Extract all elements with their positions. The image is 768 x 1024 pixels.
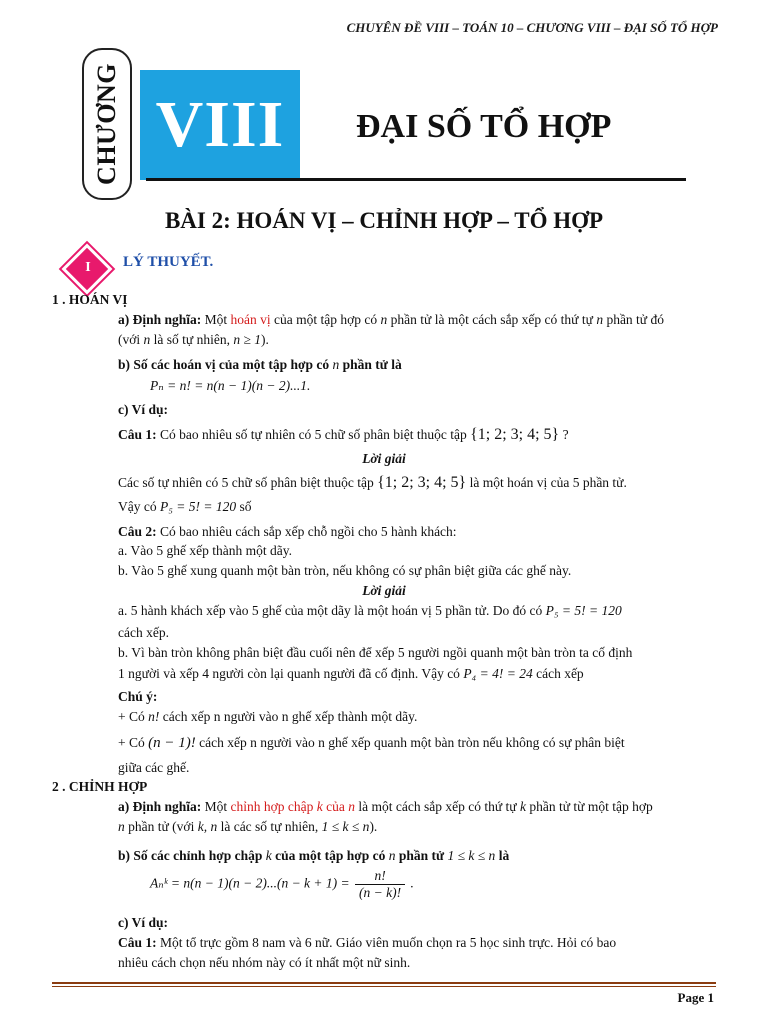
footer-rule: [52, 986, 716, 987]
text: ).: [261, 332, 269, 347]
text: phần tử đó: [603, 312, 664, 327]
solution-2b-line1: b. Vì bàn tròn không phân biệt đầu cuối nên để xếp 5 người ngồi quanh một bàn tròn ta cố định: [118, 645, 633, 660]
question-2: [118, 524, 457, 540]
fraction-numerator: n!: [355, 868, 405, 885]
math-set: {1; 2; 3; 4; 5}: [377, 474, 467, 491]
text: a. 5 hành khách xếp vào 5 ghế của một dãy là một hoán vị 5 phần tử. Do đó có: [118, 603, 546, 618]
example-label: c) Ví dụ:: [118, 915, 169, 930]
math-expr: (n − 1)!: [148, 735, 196, 751]
arrangement-formula: [150, 868, 414, 901]
section-number: I: [85, 260, 91, 275]
text: là số tự nhiên,: [150, 332, 234, 347]
text: là một hoán vị của 5 phần tử.: [466, 475, 627, 490]
math-var: k: [265, 848, 272, 863]
question-2-option-b: b. Vào 5 ghế xung quanh một bàn tròn, nếu không có sự phân biệt giữa các ghế này.: [118, 563, 572, 578]
text: của một tập hợp có: [270, 312, 381, 327]
highlighted-term: của: [322, 799, 349, 814]
formula-fraction: [355, 868, 405, 901]
definition-label: a) Định nghĩa:: [118, 799, 202, 814]
highlighted-math-var: k: [316, 799, 323, 814]
text: + Có: [118, 709, 149, 724]
chapter-title: ĐẠI SỐ TỔ HỢP: [356, 108, 612, 145]
math-expr: P₅ = 5! = 120: [159, 499, 237, 514]
arrangement-count-heading: [118, 848, 509, 864]
note-2-line2: giữa các ghế.: [118, 760, 190, 775]
permutation-definition-line2: [118, 332, 269, 348]
math-condition: 1 ≤ k ≤ n: [447, 848, 496, 863]
arrangement-definition-line1: [118, 799, 653, 815]
text: là các số tự nhiên,: [217, 819, 322, 834]
arrangement-question-1-line1: [118, 935, 616, 951]
math-var: k: [520, 799, 526, 814]
math-var: n: [388, 848, 396, 863]
question-label: Câu 1:: [118, 935, 157, 950]
math-var: n: [118, 819, 125, 834]
section-number-diamond: [66, 248, 110, 292]
math-expr: P₄ = 4! = 24: [463, 666, 533, 681]
arrangement-question-1-line2: nhiêu cách chọn nếu nhóm này có ít nhất một nữ sinh.: [118, 955, 411, 970]
solution-1-line2: [118, 499, 252, 515]
text: Có bao nhiêu số tự nhiên có 5 chữ số phân biệt thuộc tập: [156, 427, 471, 442]
text: Một: [201, 799, 231, 814]
text: cách xếp n người vào n ghế xếp thành một dãy.: [159, 709, 418, 724]
text: phần tử: [395, 848, 448, 863]
subsection-title-arrangement: 2 . CHỈNH HỢP: [52, 779, 148, 794]
arrangement-definition-line2: [118, 819, 377, 835]
permutation-count-heading: [118, 357, 402, 373]
text: Vậy có: [118, 499, 160, 514]
lesson-title: BÀI 2: HOÁN VỊ – CHỈNH HỢP – TỔ HỢP: [164, 208, 604, 233]
math-var: n: [143, 332, 151, 347]
text: là một cách sắp xếp có thứ tự: [355, 799, 520, 814]
text: b) Số các chỉnh hợp chập: [118, 848, 266, 863]
permutation-definition-line1: [118, 312, 664, 328]
text: số: [236, 499, 252, 514]
highlighted-term: hoán vị: [230, 312, 271, 327]
text: ).: [369, 819, 378, 834]
text: Các số tự nhiên có 5 chữ số phân biệt thuộc tập: [118, 475, 378, 490]
chapter-number-box: [140, 70, 300, 180]
math-var: k, n: [197, 819, 218, 834]
question-label: Câu 2:: [118, 524, 157, 539]
highlighted-term: chỉnh hợp chập: [230, 799, 317, 814]
definition-label: a) Định nghĩa:: [118, 312, 202, 327]
section-heading: LÝ THUYẾT.: [123, 254, 214, 270]
chapter-number: VIII: [155, 88, 285, 161]
text: Một tổ trực gồm 8 nam và 6 nữ. Giáo viên muốn chọn ra 5 học sinh trực. Hỏi có bao: [156, 935, 617, 950]
text: là: [495, 848, 510, 863]
footer-rule: [52, 982, 716, 984]
math-var: n: [332, 357, 340, 372]
text: Có bao nhiêu cách sắp xếp chỗ ngồi cho 5 hành khách:: [156, 524, 457, 539]
text: b) Số các hoán vị của một tập hợp có: [118, 357, 333, 372]
note-2-line1: [118, 735, 625, 752]
text: cách xếp: [532, 666, 584, 681]
text: (với: [118, 332, 144, 347]
subsection-title-permutation: 1 . HOÁN VỊ: [52, 292, 128, 307]
question-1: [118, 426, 569, 444]
question-2-option-a: a. Vào 5 ghế xếp thành một dãy.: [118, 543, 292, 558]
text: phần tử (với: [124, 819, 198, 834]
math-var: n: [596, 312, 604, 327]
highlighted-math-var: n: [348, 799, 356, 814]
text: phần tử là một cách sắp xếp có thứ tự: [387, 312, 597, 327]
text: phần tử là: [339, 357, 402, 372]
text: của một tập hợp có: [271, 848, 389, 863]
page-number: Page 1: [677, 990, 714, 1005]
math-condition: n ≥ 1: [233, 332, 261, 347]
running-header: CHUYÊN ĐỀ VIII – TOÁN 10 – CHƯƠNG VIII – ĐẠI SỐ TỔ HỢP: [346, 20, 718, 35]
text: .: [407, 875, 414, 891]
solution-label: Lời giải: [362, 451, 406, 466]
chapter-label: CHƯƠNG: [92, 63, 121, 185]
math-set: {1; 2; 3; 4; 5}: [470, 426, 560, 443]
fraction-denominator: (n − k)!: [359, 885, 402, 900]
text: ?: [559, 427, 569, 442]
formula-lhs: Aₙᵏ = n(n − 1)(n − 2)...(n − k + 1) =: [150, 875, 350, 891]
chapter-title-rule: [146, 178, 686, 181]
note-label: Chú ý:: [118, 689, 158, 704]
solution-2a-line1: [118, 603, 622, 619]
example-label: c) Ví dụ:: [118, 402, 169, 417]
math-var: n: [380, 312, 388, 327]
text: Một: [201, 312, 231, 327]
solution-2a-line2: cách xếp.: [118, 625, 169, 640]
solution-label: Lời giải: [362, 583, 406, 598]
text: + Có: [118, 735, 149, 750]
note-1: [118, 709, 417, 725]
text: phần tử từ một tập hợp: [526, 799, 653, 814]
text: 1 người và xếp 4 người còn lại quanh người đã cố định. Vậy có: [118, 666, 464, 681]
question-label: Câu 1:: [118, 427, 157, 442]
solution-2b-line2: [118, 666, 584, 682]
permutation-formula: Pₙ = n! = n(n − 1)(n − 2)...1.: [150, 378, 311, 393]
text: cách xếp n người vào n ghế xếp quanh một bàn tròn nếu không có sự phân biệt: [195, 735, 625, 750]
math-expr: P₅ = 5! = 120: [545, 603, 622, 618]
solution-1-line1: [118, 474, 627, 492]
chapter-label-box: [82, 48, 132, 200]
math-condition: 1 ≤ k ≤ n: [321, 819, 370, 834]
math-expr: n!: [148, 709, 160, 724]
